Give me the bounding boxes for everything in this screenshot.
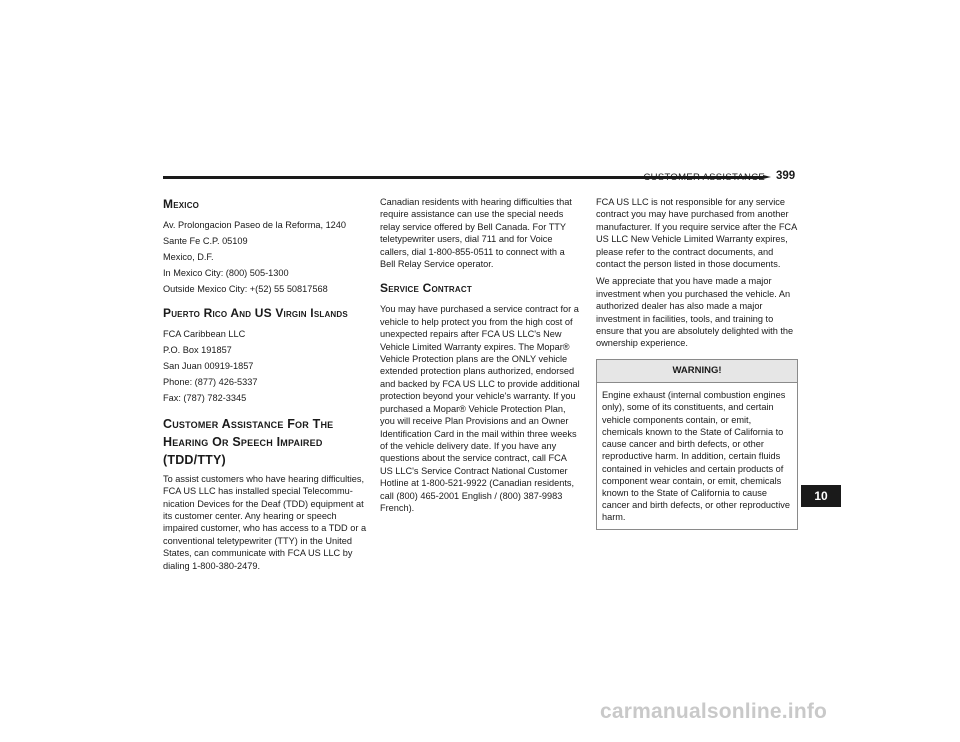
appreciation-paragraph: We appreciate that you have made a major investment when you purchased the vehicle. An authorized dealer has also made a major investment in facilities, tools, and training to ensure that you are absolutely delighted with the ownership experience. (596, 276, 794, 349)
puerto-rico-heading: Puerto Rico And US Virgin Islands (163, 306, 348, 321)
address-line: San Juan 00919-1857 (163, 361, 254, 372)
watermark: carmanualsonline.info (600, 700, 828, 723)
canada-paragraph: Canadian residents with hearing difficulties that require assistance can use the special needs relay service offered by Bell Canada. For TTY teletypewriter users, dial 711 and for Voice callers, dial 1-800-855-0511 to connect with a Bell Relay Service operator. (380, 197, 572, 270)
address-line: Sante Fe C.P. 05109 (163, 236, 248, 246)
tdd-heading (163, 415, 368, 469)
warning-title: WARNING! (597, 360, 797, 383)
address-line: Phone: (877) 426-5337 (163, 377, 258, 388)
service-contract-heading: Service Contract (380, 281, 472, 296)
address-line: Fax: (787) 782-3345 (163, 393, 247, 404)
responsibility-paragraph: FCA US LLC is not responsible for any service contract you may have purchased from another manufacturer. If you require service after the FCA US LLC New Vehicle Limited Warranty expires, please refer to the contract documents, and contact the person listed in those documents. (596, 197, 797, 270)
service-contract-paragraph: You may have purchased a service contract for a vehicle to help protect you from the high cost of unexpected repairs after FCA US LLC's New Vehicle Limited Warranty expires. The Mopar® Vehicle Protection plans are the ONLY vehicle extended protection plans authorized, endorsed and backed by FCA US LLC to provide additional protection beyond your vehicle's warranty. If you purchased a Mopar® Vehicle Protection Plan, you will receive Plan Provisions and an Owner Identification Card in the mail within three weeks of the vehicle delivery date. If you have any questions about the service contract, call FCA US LLC's Service Contract National Customer Hotline at 1-800-521-9922 (Canadian residents, call (800) 465-2001 English / (800) 387-9983 French). (380, 304, 580, 513)
puerto-rico-address (163, 328, 368, 404)
column-1 (163, 196, 368, 577)
warning-text: Engine exhaust (internal combustion engines only), some of its constituents, and certain vehicle components contain, or emit, chemicals known to the State of California to cause cancer and birth defects, or other reproductive harm. In addition, certain fluids contained in vehicles and certain products of component wear contain, or emit, chemicals known to the State of California to cause cancer and birth defects, or other reproductive harm. (602, 390, 790, 523)
page-number: 399 (776, 170, 796, 182)
address-line: P.O. Box 191857 (163, 345, 232, 356)
column-2 (380, 196, 580, 519)
mexico-heading: Mexico (163, 197, 200, 211)
address-line: Mexico, D.F. (163, 252, 214, 262)
address-line: FCA Caribbean LLC (163, 329, 246, 340)
warning-box (596, 359, 798, 530)
mexico-address (163, 219, 368, 295)
address-line: Av. Prolongacion Paseo de la Reforma, 1240 (163, 220, 347, 230)
column-3 (596, 196, 798, 530)
tdd-paragraph: To assist customers who have hearing difficulties, FCA US LLC has installed special Telecommu-nication Devices for the Deaf (TDD) equipment at its customer center. Any hearing or speech impaired customer, who has access to a TDD or a conventional teletypewriter (TTY) in the United States, can communicate with FCA US LLC by dialing 1-800-380-2479. (163, 473, 367, 571)
tdd-heading-text: Customer Assistance For The Hearing Or Speech Impaired (163, 416, 334, 449)
section-title: CUSTOMER ASSISTANCE (643, 172, 765, 183)
address-line: In Mexico City: (800) 505-1300 (163, 268, 289, 278)
tdd-heading-abbrev: (TDD/TTY) (163, 452, 226, 467)
chapter-tab: 10 (801, 485, 841, 507)
address-line: Outside Mexico City: +(52) 55 50817568 (163, 284, 328, 294)
